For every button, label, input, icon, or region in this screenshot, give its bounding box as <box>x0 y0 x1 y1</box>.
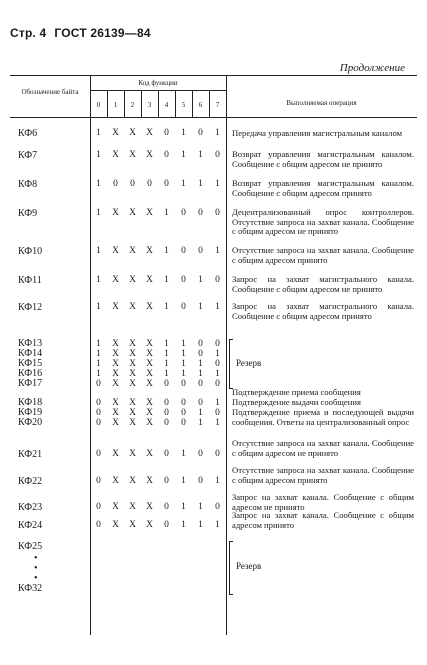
bit-header-2: 2 <box>130 101 135 109</box>
bit-cell: 0 <box>164 179 169 189</box>
bit-cell: 1 <box>215 349 220 359</box>
bit-cell: X <box>129 302 136 312</box>
bit-cell: 1 <box>215 246 220 256</box>
bit-cell: X <box>146 449 153 459</box>
row-code: КФ22 <box>18 476 43 487</box>
bit-cell: X <box>146 246 153 256</box>
page-header <box>10 26 420 40</box>
bit-cell: 1 <box>164 275 169 285</box>
row-bits <box>90 150 226 160</box>
bit-cell: 1 <box>181 179 186 189</box>
bit-cell: 1 <box>215 179 220 189</box>
bit-cell: 0 <box>181 275 186 285</box>
col-function-header: Код функции <box>138 79 178 87</box>
bit-cell: 1 <box>164 359 169 369</box>
bit-header-6: 6 <box>198 101 203 109</box>
bit-cell: 0 <box>181 379 186 389</box>
bit-cell: 0 <box>181 302 186 312</box>
bit-cell: 1 <box>96 359 101 369</box>
bit-cell: 0 <box>164 476 169 486</box>
bit-cell: 1 <box>96 246 101 256</box>
bit-cell: 0 <box>198 379 203 389</box>
bit-cell: 0 <box>215 408 220 418</box>
bit-cell: X <box>129 408 136 418</box>
bit-cell: 1 <box>198 418 203 428</box>
bit-cell: 0 <box>198 128 203 138</box>
bit-header-7: 7 <box>215 101 220 109</box>
bit-cell: 1 <box>181 339 186 349</box>
row-code: КФ15 <box>18 358 43 369</box>
row-code: КФ20 <box>18 417 43 428</box>
row-code: КФ19 <box>18 407 43 418</box>
row-bits <box>90 359 226 369</box>
row-code: КФ18 <box>18 397 43 408</box>
bit-cell: X <box>112 502 119 512</box>
bit-cell: 0 <box>164 408 169 418</box>
bit-cell: 1 <box>164 246 169 256</box>
col-operation-header: Выполняемая операция <box>286 99 357 107</box>
bit-header-0: 0 <box>96 101 101 109</box>
row-code: КФ9 <box>18 208 38 219</box>
bit-cell: 0 <box>96 398 101 408</box>
bit-cell: 0 <box>215 150 220 160</box>
bit-cell: X <box>146 128 153 138</box>
row-bits <box>90 379 226 389</box>
bit-cell: 1 <box>198 179 203 189</box>
bit-cell: X <box>146 369 153 379</box>
bit-cell: X <box>112 339 119 349</box>
bit-cell: 0 <box>96 408 101 418</box>
bit-cell: 1 <box>198 520 203 530</box>
bit-cell: 1 <box>96 369 101 379</box>
bit-cell: X <box>112 128 119 138</box>
bit-cell: X <box>129 449 136 459</box>
bit-cell: 0 <box>96 418 101 428</box>
row-bits <box>90 369 226 379</box>
row-code: КФ8 <box>18 179 38 190</box>
bit-cell: 1 <box>198 369 203 379</box>
bit-cell: 1 <box>198 275 203 285</box>
row-bits <box>90 246 226 256</box>
bit-cell: 1 <box>181 349 186 359</box>
bit-cell: X <box>112 379 119 389</box>
bit-cell: 0 <box>164 128 169 138</box>
standard-title: ГОСТ 26139—84 <box>54 26 151 40</box>
row-code: КФ14 <box>18 348 43 359</box>
row-operation: Запрос на захват канала. Сообщение с общим адресом принято <box>232 510 414 530</box>
row-bits <box>90 349 226 359</box>
row-operation: Подтверждение выдачи сообщения <box>232 397 361 407</box>
bit-cell: X <box>129 246 136 256</box>
row-bits <box>90 502 226 512</box>
bit-cell: 0 <box>198 246 203 256</box>
table-top-rule <box>10 75 417 76</box>
bit-cell: 1 <box>96 128 101 138</box>
bit-cell: X <box>146 275 153 285</box>
bit-cell: 1 <box>96 302 101 312</box>
row-code: КФ24 <box>18 520 43 531</box>
row-operation: Отсутствие запроса на захват канала. Сообщение с общим адресом не принято <box>232 438 414 458</box>
bit-cell: 1 <box>198 302 203 312</box>
bit-cell: X <box>146 302 153 312</box>
bit-cell: 0 <box>215 208 220 218</box>
bit-cell: 0 <box>198 339 203 349</box>
bit-cell: 0 <box>130 179 135 189</box>
bit-cell: 1 <box>215 398 220 408</box>
bit-header-4: 4 <box>164 101 169 109</box>
bit-cell: X <box>112 349 119 359</box>
row-bits <box>90 449 226 459</box>
bit-cell: X <box>129 208 136 218</box>
bit-cell: 1 <box>215 369 220 379</box>
bit-cell: X <box>129 349 136 359</box>
bit-cell: 1 <box>215 302 220 312</box>
bit-cell: 0 <box>113 179 118 189</box>
bit-cell: X <box>146 398 153 408</box>
bit-cell: X <box>129 339 136 349</box>
bit-cell: X <box>112 449 119 459</box>
bit-cell: 0 <box>215 359 220 369</box>
row-code: КФ17 <box>18 378 43 389</box>
bit-cell: X <box>129 398 136 408</box>
row-code: КФ11 <box>18 275 42 286</box>
row-code: КФ23 <box>18 502 43 513</box>
bit-cell: 1 <box>96 208 101 218</box>
bit-cell: 0 <box>164 449 169 459</box>
bit-cell: 1 <box>96 339 101 349</box>
bit-cell: 0 <box>164 520 169 530</box>
row-code: КФ16 <box>18 368 43 379</box>
row-operation: Подтверждение приема и последующей выдачи сообщения. Ответы на централизованный опрос <box>232 407 414 427</box>
bit-cell: 1 <box>198 502 203 512</box>
bit-cell: X <box>112 359 119 369</box>
bit-cell: 0 <box>198 208 203 218</box>
bit-cell: X <box>129 476 136 486</box>
bit-cell: X <box>146 339 153 349</box>
bit-cell: 1 <box>181 502 186 512</box>
bit-cell: 0 <box>164 150 169 160</box>
bit-cell: 1 <box>215 476 220 486</box>
bit-cell: 0 <box>198 349 203 359</box>
row-operation: Возврат управления магистральным каналом. Сообщение с общим адресом принято <box>232 178 414 198</box>
bit-cell: 0 <box>198 476 203 486</box>
row-code: КФ12 <box>18 302 43 313</box>
col-divider-operation <box>226 75 227 635</box>
row-operation: Запрос на захват канала. Сообщение с общим адресом не принято <box>232 492 414 512</box>
row-operation: Децентрализованный опрос контроллеров. Отсутствие запроса на захват канала. Сообщение с общим адресом не принято <box>232 207 414 237</box>
bit-cell: 0 <box>198 398 203 408</box>
bit-cell: 0 <box>96 502 101 512</box>
bit-cell: 1 <box>164 302 169 312</box>
bit-header-3: 3 <box>147 101 152 109</box>
reserve-label: Резерв <box>236 561 262 571</box>
bit-cell: X <box>146 150 153 160</box>
bit-cell: 0 <box>215 449 220 459</box>
row-bits <box>90 179 226 189</box>
row-code: КФ6 <box>18 128 38 139</box>
bit-cell: X <box>129 128 136 138</box>
bit-cell: X <box>129 502 136 512</box>
bit-cell: 0 <box>96 449 101 459</box>
bit-cell: X <box>112 408 119 418</box>
reserve-label: Резерв <box>236 358 262 368</box>
page-number: Стр. 4 <box>10 26 47 40</box>
bit-cell: 1 <box>96 150 101 160</box>
bit-cell: 0 <box>147 179 152 189</box>
row-operation: Запрос на захват магистрального канала. Сообщение с общим адресом не принято <box>232 274 414 294</box>
row-code: КФ13 <box>18 338 43 349</box>
bit-cell: X <box>146 476 153 486</box>
bit-cell: 1 <box>96 349 101 359</box>
row-code: КФ7 <box>18 150 38 161</box>
row-operation: Возврат управления магистральным каналом. Сообщение с общим адресом не принято <box>232 149 414 169</box>
bit-cell: 1 <box>198 408 203 418</box>
bit-cell: 1 <box>164 339 169 349</box>
bit-cell: X <box>146 208 153 218</box>
row-bits <box>90 208 226 218</box>
bit-cell: X <box>112 476 119 486</box>
bit-cell: 0 <box>198 449 203 459</box>
row-bits <box>90 275 226 285</box>
bit-cell: X <box>129 359 136 369</box>
bit-cell: 1 <box>181 369 186 379</box>
bit-cell: 1 <box>181 449 186 459</box>
table-header-bottom-rule <box>10 117 417 118</box>
bit-cell: 1 <box>198 150 203 160</box>
bit-cell: X <box>129 150 136 160</box>
row-code: КФ21 <box>18 449 43 460</box>
bit-cell: 0 <box>215 379 220 389</box>
bit-cell: X <box>146 520 153 530</box>
bit-cell: 0 <box>181 418 186 428</box>
bit-cell: 0 <box>164 398 169 408</box>
row-code: КФ25 <box>18 541 43 552</box>
bit-cell: 1 <box>215 418 220 428</box>
bit-header-1: 1 <box>113 101 118 109</box>
row-bits <box>90 476 226 486</box>
bit-cell: 0 <box>164 502 169 512</box>
bit-cell: 1 <box>198 359 203 369</box>
bit-cell: X <box>112 275 119 285</box>
row-bits <box>90 302 226 312</box>
bit-cell: 0 <box>96 476 101 486</box>
bit-cell: 0 <box>164 379 169 389</box>
bit-cell: 0 <box>181 408 186 418</box>
ellipsis-dot: • <box>34 573 38 584</box>
bit-cell: 0 <box>215 339 220 349</box>
bit-cell: 0 <box>164 418 169 428</box>
row-bits <box>90 418 226 428</box>
row-code: КФ32 <box>18 583 43 594</box>
bit-cell: X <box>146 408 153 418</box>
reserve-brace <box>229 339 234 389</box>
bit-cell: X <box>112 418 119 428</box>
bit-cell: 0 <box>96 520 101 530</box>
continuation-label: Продолжение <box>339 62 405 74</box>
bit-cell: 1 <box>215 128 220 138</box>
bit-cell: X <box>112 302 119 312</box>
row-bits <box>90 520 226 530</box>
bit-cell: 0 <box>181 398 186 408</box>
ellipsis-dot: • <box>34 553 38 564</box>
bit-cell: X <box>112 246 119 256</box>
bit-cell: X <box>129 379 136 389</box>
bit-cell: 0 <box>215 502 220 512</box>
row-operation: Отсутствие запроса на захват канала. Сообщение с общим адресом принято <box>232 465 414 485</box>
col-code-header: Обозначение байта <box>21 88 79 96</box>
row-operation: Передача управления магистральным каналом <box>232 128 403 138</box>
bit-cell: 1 <box>164 208 169 218</box>
bit-header-5: 5 <box>181 101 186 109</box>
bit-cell: 1 <box>215 520 220 530</box>
row-bits <box>90 398 226 408</box>
bit-cell: 1 <box>96 179 101 189</box>
bit-cell: X <box>146 349 153 359</box>
bit-cell: 1 <box>181 359 186 369</box>
bit-cell: 1 <box>181 476 186 486</box>
bit-cell: X <box>112 369 119 379</box>
bit-cell: X <box>112 520 119 530</box>
row-code: КФ10 <box>18 246 43 257</box>
bit-cell: X <box>146 359 153 369</box>
bit-cell: X <box>129 369 136 379</box>
row-bits <box>90 408 226 418</box>
row-operation: Подтверждение приема сообщения <box>232 387 361 397</box>
bit-cell: X <box>129 275 136 285</box>
reserve-brace <box>229 541 234 595</box>
row-bits <box>90 128 226 138</box>
bit-cell: X <box>129 520 136 530</box>
bit-cell: X <box>112 208 119 218</box>
bit-cell: X <box>129 418 136 428</box>
bit-cell: 1 <box>181 150 186 160</box>
bit-cell: 1 <box>164 369 169 379</box>
bit-cell: 1 <box>181 520 186 530</box>
bit-cell: X <box>146 379 153 389</box>
bit-cell: 0 <box>181 246 186 256</box>
row-bits <box>90 339 226 349</box>
bit-cell: 0 <box>215 275 220 285</box>
bit-cell: 0 <box>96 379 101 389</box>
bit-cell: X <box>146 418 153 428</box>
row-operation: Запрос на захват магистрального канала. Сообщение с общим адресом принято <box>232 301 414 321</box>
ellipsis-dot: • <box>34 563 38 574</box>
bit-cell: 1 <box>96 275 101 285</box>
bit-cell: 1 <box>181 128 186 138</box>
bit-cell: X <box>112 150 119 160</box>
bit-cell: 0 <box>181 208 186 218</box>
bit-cell: 1 <box>164 349 169 359</box>
row-operation: Отсутствие запроса на захват канала. Сообщение с общим адресом принято <box>232 245 414 265</box>
bit-cell: X <box>146 502 153 512</box>
bit-cell: X <box>112 398 119 408</box>
